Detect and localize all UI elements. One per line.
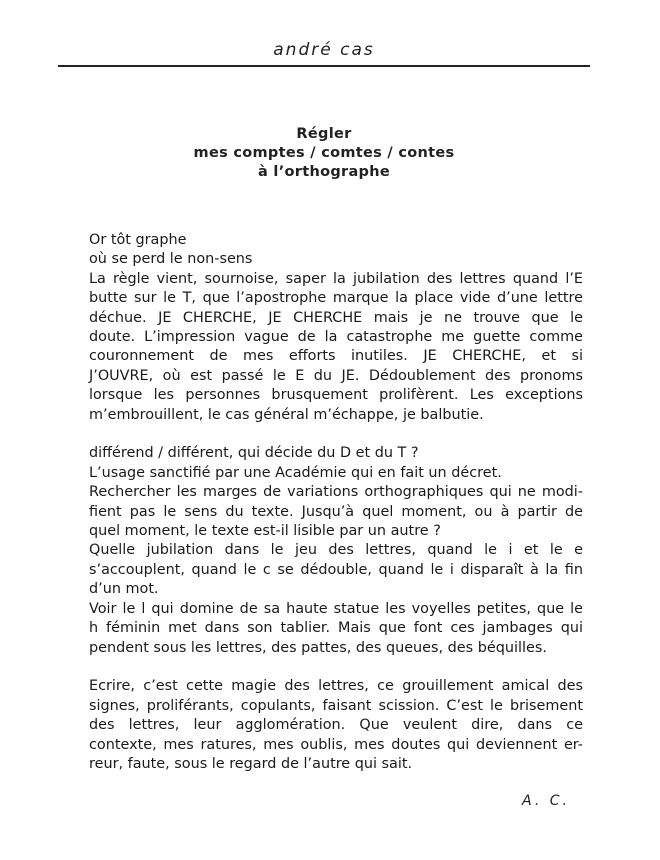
title-line: Régler <box>296 126 352 142</box>
text-line: butte sur le T, que l’apostrophe marque la place vide d’une lettre <box>89 290 583 307</box>
text-line: m’embrouillent, le cas général m’échappe, je balbutie. <box>89 406 484 423</box>
text-line: déchue. JE CHERCHE, JE CHERCHE mais je ne trouve que le <box>89 309 583 326</box>
text-line: J’OUVRE, où est passé le E du JE. Dédoublement des pronoms <box>89 367 583 384</box>
title-line: mes comptes / comtes / contes <box>193 145 455 161</box>
text-line: lorsque les personnes brusquement prolifèrent. Les exceptions <box>89 387 583 404</box>
text-line: contexte, mes ratures, mes oublis, mes doutes qui deviennent er- <box>89 736 583 753</box>
paragraph-gap <box>89 425 583 444</box>
text-line: Ecrire, c’est cette magie des lettres, ce grouillement amical des <box>89 678 583 695</box>
text-line: reur, faute, sous le regard de l’autre qui sait. <box>89 755 413 772</box>
text-line: quel moment, le texte est-il lisible par un autre ? <box>89 523 441 540</box>
text-line: fient pas le sens du texte. Jusqu’à quel moment, ou à partir de <box>89 503 583 520</box>
text-line: doute. L’impression vague de la catastrophe me guette comme <box>89 329 583 346</box>
text-line: où se perd le non-sens <box>89 251 253 268</box>
text-line: L’usage sanctifié par une Académie qui en fait un décret. <box>89 464 502 481</box>
text-line: h féminin met dans son tablier. Mais que font ces jambages qui <box>89 620 583 637</box>
text-line: des lettres, leur agglomération. Que veulent dire, dans ce <box>89 717 583 734</box>
text-line: Or tôt graphe <box>89 232 187 248</box>
text-line: pendent sous les lettres, des pattes, des queues, des béquilles. <box>89 639 547 656</box>
text-line: Voir le l qui domine de sa haute statue les voyelles petites, que le <box>89 600 583 617</box>
text-line: La règle vient, sournoise, saper la jubilation des lettres quand l’E <box>89 270 583 287</box>
text-line: Rechercher les marges de variations orthographiques qui ne modi- <box>89 484 583 501</box>
text-line: s’accouplent, quand le c se dédouble, quand le i disparaît à la fin <box>89 561 583 578</box>
body-text <box>89 231 583 774</box>
paragraph-gap <box>89 658 583 677</box>
text-line: d’un mot. <box>89 581 159 598</box>
text-line: Quelle jubilation dans le jeu des lettres, quand le i et le e <box>89 542 583 559</box>
signature: A. C. <box>522 793 570 809</box>
header-author: andré cas <box>273 40 375 60</box>
header-rule <box>58 65 590 67</box>
text-line: couronnement de mes efforts inutiles. JE CHERCHE, et si <box>89 348 583 365</box>
text-line: signes, proliférants, copulants, faisant scission. C’est le brisement <box>89 697 583 714</box>
title-line: à l’orthographe <box>258 164 390 180</box>
page-title <box>58 125 590 182</box>
text-line: différend / différent, qui décide du D et du T ? <box>89 445 419 462</box>
